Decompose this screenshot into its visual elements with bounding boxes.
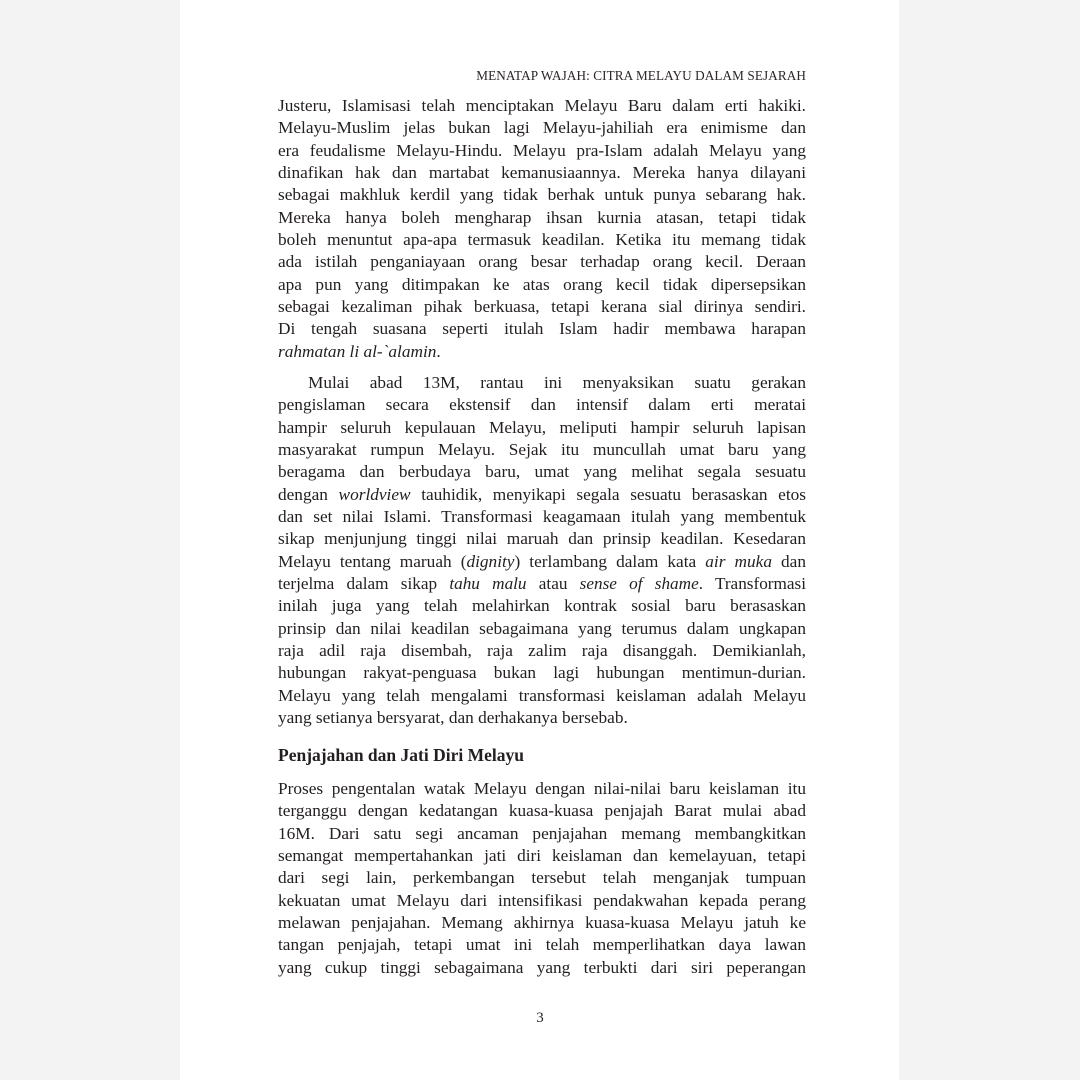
text-run: ) terlambang dalam kata: [514, 551, 706, 571]
paragraph-1: [278, 95, 806, 363]
page-number: 3: [536, 1010, 544, 1026]
text-run: hampir seluruh kepulauan Melayu, meliputi hampir seluruh lapisan: [278, 417, 806, 437]
text-run: dari segi lain, perkembangan tersebut telah menganjak tumpuan: [278, 868, 806, 888]
text-line: [278, 707, 806, 729]
text-run: boleh menuntut apa-apa termasuk keadilan. Ketika itu memang tidak: [278, 230, 806, 250]
text-run: Mulai abad 13M, rantau ini menyaksikan suatu gerakan: [308, 373, 806, 392]
section-heading: Penjajahan dan Jati Diri Melayu: [278, 745, 524, 765]
text-run: sikap menjunjung tinggi nilai maruah dan prinsip keadilan. Kesedaran: [278, 529, 806, 549]
paragraph-3: [278, 778, 806, 979]
text-run: terjelma dalam sikap: [278, 574, 450, 594]
paragraph-2: [278, 372, 806, 730]
text-run: atau: [526, 574, 580, 594]
text-line: [278, 318, 806, 340]
text-run: dinafikan hak dan martabat kemanusiaannya. Mereka hanya dilayani: [278, 163, 806, 183]
text-line: [278, 296, 806, 318]
text-line: [278, 595, 806, 617]
text-run: semangat mempertahankan jati diri keislaman dan kemelayuan, tetapi: [278, 846, 806, 866]
italic-phrase: worldview: [338, 484, 411, 504]
text-run: tauhidik, menyikapi segala sesuatu berasaskan etos: [410, 484, 806, 504]
text-run: kekuatan umat Melayu dari intensifikasi pendakwahan kepada perang: [278, 890, 806, 910]
text-run: 16M. Dari satu segi ancaman penjajahan memang membangkitkan: [278, 823, 806, 843]
text-line: [278, 551, 806, 573]
text-line: [278, 229, 806, 251]
text-line: [278, 957, 806, 979]
text-run: hubungan rakyat-penguasa bukan lagi hubungan mentimun-durian.: [278, 663, 806, 683]
text-run: raja adil raja disembah, raja zalim raja disanggah. Demikianlah,: [278, 641, 806, 661]
text-line: [278, 484, 806, 506]
text-line: [278, 934, 806, 956]
text-run: . Transformasi: [698, 574, 806, 594]
text-line: [278, 117, 806, 139]
text-run: dan set nilai Islami. Transformasi keagamaan itulah yang membentuk: [278, 507, 806, 527]
text-line: [278, 573, 806, 595]
text-run: melawan penjajahan. Memang akhirnya kuasa-kuasa Melayu jatuh ke: [278, 913, 806, 933]
text-run: inilah juga yang telah melahirkan kontrak sosial baru berasaskan: [278, 596, 806, 616]
text-run: sebagai makhluk kerdil yang tidak berhak untuk punya sebarang hak.: [278, 185, 806, 205]
text-line: [278, 912, 806, 934]
text-line: [278, 394, 806, 416]
text-run: sebagai kezaliman pihak berkuasa, tetapi kerana sial dirinya sendiri.: [278, 297, 806, 317]
text-run: yang cukup tinggi sebagaimana yang terbukti dari siri peperangan: [278, 957, 806, 977]
text-run: Melayu yang telah mengalami transformasi keislaman adalah Melayu: [278, 685, 806, 705]
text-line: [278, 618, 806, 640]
text-line: [278, 778, 806, 800]
text-line: [278, 890, 806, 912]
text-line: [278, 162, 806, 184]
text-run: Justeru, Islamisasi telah menciptakan Melayu Baru dalam erti hakiki.: [278, 96, 806, 115]
text-line: [278, 439, 806, 461]
text-line: [278, 95, 806, 117]
italic-phrase: tahu malu: [449, 574, 527, 594]
text-run: ada istilah penganiayaan orang besar terhadap orang kecil. Deraan: [278, 252, 806, 272]
text-run: beragama dan berbudaya baru, umat yang melihat segala sesuatu: [278, 462, 806, 482]
text-run: apa pun yang ditimpakan ke atas orang kecil tidak dipersepsikan: [278, 274, 806, 294]
text-run: Di tengah suasana seperti itulah Islam hadir membawa harapan: [278, 319, 806, 339]
text-run: terganggu dengan kedatangan kuasa-kuasa penjajah Barat mulai abad: [278, 801, 806, 821]
text-line: [278, 867, 806, 889]
text-line: [278, 823, 806, 845]
text-run: dengan: [278, 484, 339, 504]
text-run: pengislaman secara ekstensif dan intensif dalam erti meratai: [278, 395, 806, 415]
italic-phrase: sense of shame: [579, 574, 699, 594]
text-line: [278, 800, 806, 822]
text-run: Melayu-Muslim jelas bukan lagi Melayu-jahiliah era enimisme dan: [278, 118, 806, 138]
text-run: dan: [771, 551, 806, 571]
text-line: [278, 461, 806, 483]
text-line: [278, 640, 806, 662]
text-run: Mereka hanya boleh mengharap ihsan kurnia atasan, tetapi tidak: [278, 207, 806, 227]
text-run: yang setianya bersyarat, dan derhakanya bersebab.: [278, 708, 628, 728]
text-line: [278, 341, 806, 363]
text-line: [278, 207, 806, 229]
text-run: Melayu tentang maruah (: [278, 551, 467, 571]
text-line: [278, 140, 806, 162]
text-line: [278, 184, 806, 206]
text-line: [278, 528, 806, 550]
text-run: .: [436, 341, 441, 361]
italic-phrase: rahmatan li al-`alamin: [278, 341, 437, 361]
text-run: masyarakat rumpun Melayu. Sejak itu muncullah umat baru yang: [278, 440, 806, 460]
text-line: [278, 685, 806, 707]
text-line: [278, 417, 806, 439]
text-run: Proses pengentalan watak Melayu dengan nilai-nilai baru keislaman itu: [278, 779, 806, 798]
text-line: [278, 506, 806, 528]
text-run: prinsip dan nilai keadilan sebagaimana yang terumus dalam ungkapan: [278, 618, 806, 638]
text-line: [278, 662, 806, 684]
text-line: [278, 845, 806, 867]
text-run: tangan penjajah, tetapi umat ini telah memperlihatkan daya lawan: [278, 935, 806, 955]
running-head: MENATAP WAJAH: CITRA MELAYU DALAM SEJARAH: [476, 68, 806, 83]
text-line: [278, 274, 806, 296]
text-run: era feudalisme Melayu-Hindu. Melayu pra-Islam adalah Melayu yang: [278, 140, 806, 160]
text-line: [278, 372, 806, 394]
italic-phrase: air muka: [705, 551, 772, 571]
italic-phrase: dignity: [466, 551, 515, 571]
text-line: [278, 251, 806, 273]
